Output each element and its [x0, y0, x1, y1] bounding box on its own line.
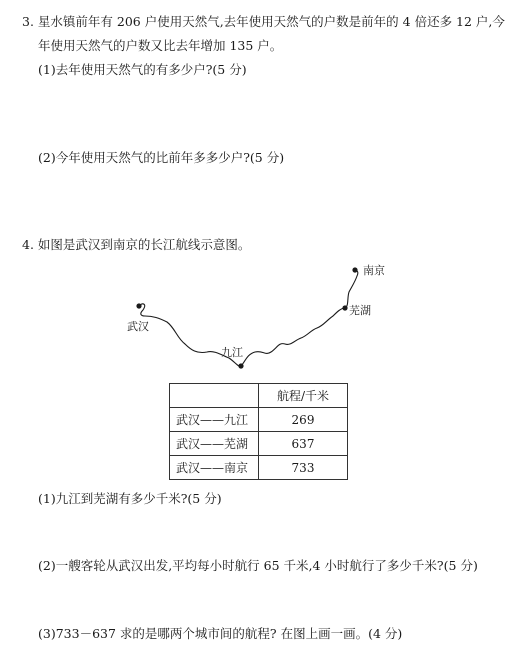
- route-cell: 武汉——芜湖: [170, 432, 259, 456]
- q4-part2: (2)一艘客轮从武汉出发,平均每小时航行 65 千米,4 小时航行了多少千米?(5 分): [38, 558, 478, 573]
- table-row: [170, 432, 348, 456]
- header-route: [170, 384, 259, 408]
- jiujiang-label: 九江: [221, 346, 243, 359]
- wuhu-label: 芜湖: [349, 304, 371, 317]
- distance-cell: 733: [259, 456, 348, 480]
- q3-stem-line2: 年使用天然气的户数又比去年增加 135 户。: [38, 38, 283, 53]
- route-distance-table: [169, 383, 348, 480]
- route-cell: 武汉——九江: [170, 408, 259, 432]
- table-row: [170, 408, 348, 432]
- q4-part1: (1)九江到芜湖有多少千米?(5 分): [38, 491, 222, 506]
- wuhu-dot: [342, 305, 347, 310]
- table-header-row: [170, 384, 348, 408]
- route-cell: 武汉——南京: [170, 456, 259, 480]
- jiujiang-dot: [238, 363, 243, 368]
- distance-cell: 637: [259, 432, 348, 456]
- q3-part2: (2)今年使用天然气的比前年多多少户?(5 分): [38, 150, 285, 165]
- q4-part3: (3)733－637 求的是哪两个城市间的航程? 在图上画一画。(4 分): [38, 626, 403, 641]
- nanjing-label: 南京: [363, 264, 385, 277]
- header-distance: 航程/千米: [259, 384, 348, 408]
- table-row: [170, 456, 348, 480]
- q3-part1: (1)去年使用天然气的有多少户?(5 分): [38, 62, 247, 77]
- wuhan-label: 武汉: [127, 320, 149, 333]
- wuhan-dot: [136, 303, 141, 308]
- distance-cell: 269: [259, 408, 348, 432]
- q3-stem-line1: 3. 星水镇前年有 206 户使用天然气,去年使用天然气的户数是前年的 4 倍还多 12 户,今: [22, 14, 505, 29]
- q4-stem: 4. 如图是武汉到南京的长江航线示意图。: [22, 237, 251, 252]
- yangtze-route-map: [115, 258, 395, 378]
- river-path: [139, 270, 358, 366]
- nanjing-dot: [352, 267, 357, 272]
